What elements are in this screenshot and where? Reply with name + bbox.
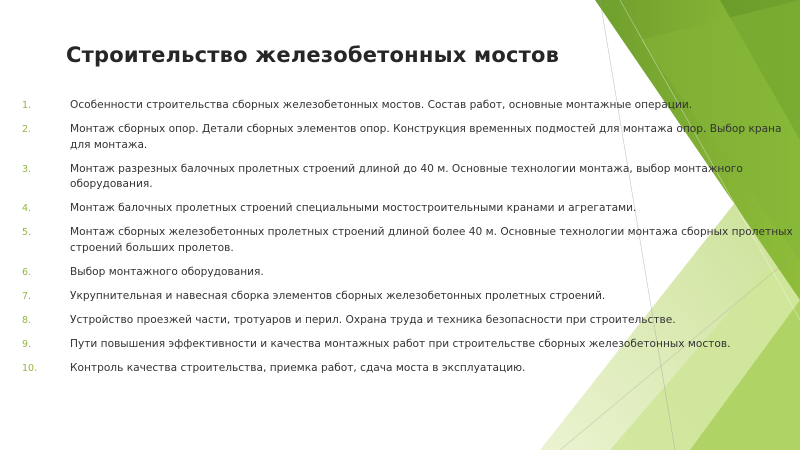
item-text: Выбор монтажного оборудования.	[70, 265, 264, 278]
list-item	[22, 265, 800, 281]
list-item	[22, 313, 800, 329]
item-text: Монтаж разрезных балочных пролетных строений длиной до 40 м. Основные технологии монтажа, выбор монтажного оборудования.	[70, 162, 743, 190]
item-text: Монтаж сборных железобетонных пролетных строений длиной более 40 м. Основные технологии монтажа сборных пролетных строений больших пролетов.	[70, 226, 793, 254]
item-text: Монтаж балочных пролетных строений специальными мостостроительными кранами и агрегатами.	[70, 202, 637, 214]
item-text: Укрупнительная и навесная сборка элементов сборных железобетонных пролетных строений.	[70, 289, 606, 302]
item-number: 8.	[22, 314, 32, 326]
item-text: Монтаж сборных опор. Детали сборных элементов опор. Конструкция временных подмостей для монтажа опор. Выбор крана для монтажа.	[70, 123, 782, 151]
item-number: 2.	[22, 124, 32, 135]
list-item	[22, 162, 800, 193]
item-number: 4.	[22, 203, 32, 214]
slide-title: Строительство железобетонных мостов	[66, 43, 560, 67]
item-text: Особенности строительства сборных железобетонных мостов. Состав работ, основные монтажные операции.	[70, 99, 693, 111]
list-item	[22, 225, 800, 256]
item-number: 9.	[22, 338, 32, 350]
list-item	[22, 201, 800, 217]
list-item	[22, 122, 800, 153]
list-item	[22, 337, 800, 353]
item-number: 6.	[22, 266, 32, 278]
topic-list	[22, 98, 800, 385]
item-text: Пути повышения эффективности и качества монтажных работ при строительстве сборных железобетонных мостов.	[70, 337, 731, 350]
list-item	[22, 98, 800, 114]
item-number: 1.	[22, 100, 32, 111]
item-number: 3.	[22, 163, 32, 175]
list-item	[22, 361, 800, 377]
item-number: 7.	[22, 290, 32, 302]
list-item	[22, 289, 800, 305]
item-number: 5.	[22, 227, 32, 238]
item-number: 10.	[22, 362, 38, 374]
item-text: Контроль качества строительства, приемка работ, сдача моста в эксплуатацию.	[70, 361, 526, 374]
item-text: Устройство проезжей части, тротуаров и перил. Охрана труда и техника безопасности при строительстве.	[70, 313, 676, 326]
